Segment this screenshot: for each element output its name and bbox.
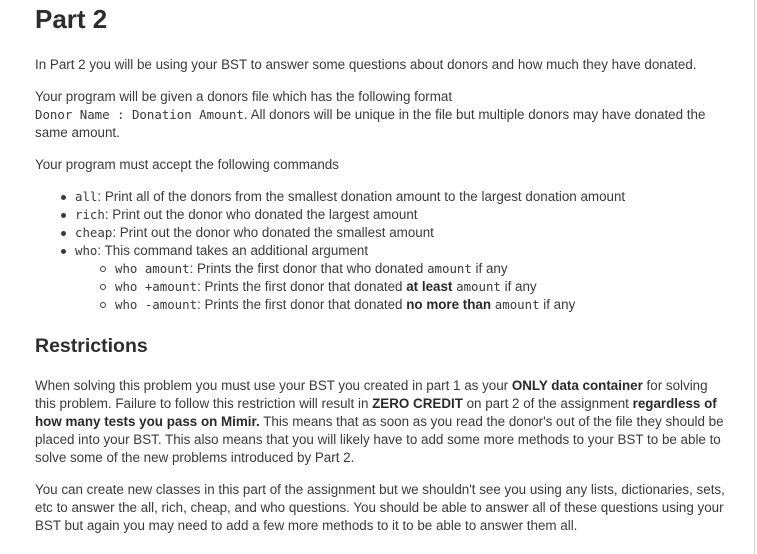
who-option-item: [75, 260, 725, 278]
option-desc: : Prints the first donor that donated: [197, 279, 407, 294]
restrictions-paragraph-2: You can create new classes in this part of the assignment but we shouldn't see you using any lists, dictionaries, sets, etc to answer the all, rich, cheap, and who questions. You should be able to answer all of these questions using your BST but again you may need to add a few more methods to it to be able to answer them all.: [35, 482, 725, 533]
restrictions-paragraph-1: [35, 377, 725, 467]
option-code-arg: amount: [494, 297, 540, 312]
who-options-list: [75, 260, 725, 314]
format-rest: . All donors will be unique in the file but multiple donors may have donated the same amount.: [35, 107, 706, 140]
who-option-item: [75, 296, 725, 314]
command-desc: : Print out the donor who donated the smallest amount: [112, 225, 434, 240]
option-emphasis: no more than: [406, 297, 492, 312]
command-item-cheap: [35, 224, 725, 242]
option-desc-tail: if any: [539, 297, 576, 312]
option-emphasis: at least: [406, 279, 453, 294]
emphasis-only-data-container: ONLY data container: [511, 378, 643, 393]
commands-list: [35, 188, 725, 314]
command-code: all: [75, 189, 98, 204]
option-code-arg: amount: [427, 261, 472, 276]
restrictions-heading: Restrictions: [35, 335, 148, 357]
option-desc: : Prints the first donor that who donated: [189, 261, 428, 276]
command-item-who: [35, 242, 725, 314]
format-code: Donor Name : Donation Amount: [35, 107, 244, 122]
option-desc: : Prints the first donor that donated: [197, 297, 407, 312]
option-code: who +amount: [115, 279, 198, 294]
text-run: for solving this problem. Failure to follow this restriction will result in: [35, 378, 708, 411]
commands-intro: Your program must accept the following commands: [35, 157, 339, 172]
option-code: who amount: [115, 261, 190, 276]
option-code: who -amount: [115, 297, 198, 312]
intro-paragraph: In Part 2 you will be using your BST to answer some questions about donors and how much they have donated.: [35, 57, 697, 72]
text-run: This means that as soon as you read the donor's out of the file they should be placed into your BST. This also means that you will likely have to add some more methods to your BST to be able to solve some of the new problems introduced by Part 2.: [35, 414, 724, 465]
command-code: cheap: [75, 225, 113, 240]
page-right-border: [754, 0, 755, 554]
page-title: Part 2: [35, 4, 108, 34]
emphasis-regardless: regardless of how many tests you pass on Mimir.: [35, 396, 717, 429]
command-desc: : Print out the donor who donated the largest amount: [104, 207, 418, 222]
command-desc: : Print all of the donors from the smallest donation amount to the largest donation amount: [97, 189, 626, 204]
format-line1: Your program will be given a donors file which has the following format: [35, 89, 453, 104]
command-code: who: [75, 243, 98, 258]
format-paragraph: [35, 88, 725, 142]
option-code-arg: amount: [456, 279, 501, 294]
text-run: on part 2 of the assignment: [462, 396, 633, 411]
emphasis-zero-credit: ZERO CREDIT: [372, 396, 463, 411]
command-item-rich: [35, 206, 725, 224]
command-code: rich: [75, 207, 105, 222]
who-option-item: [75, 278, 725, 296]
command-desc: : This command takes an additional argument: [97, 243, 369, 258]
text-run: When solving this problem you must use your BST you created in part 1 as your: [35, 378, 512, 393]
option-desc-tail: if any: [500, 279, 537, 294]
option-desc-tail: if any: [471, 261, 508, 276]
command-item-all: [35, 188, 725, 206]
